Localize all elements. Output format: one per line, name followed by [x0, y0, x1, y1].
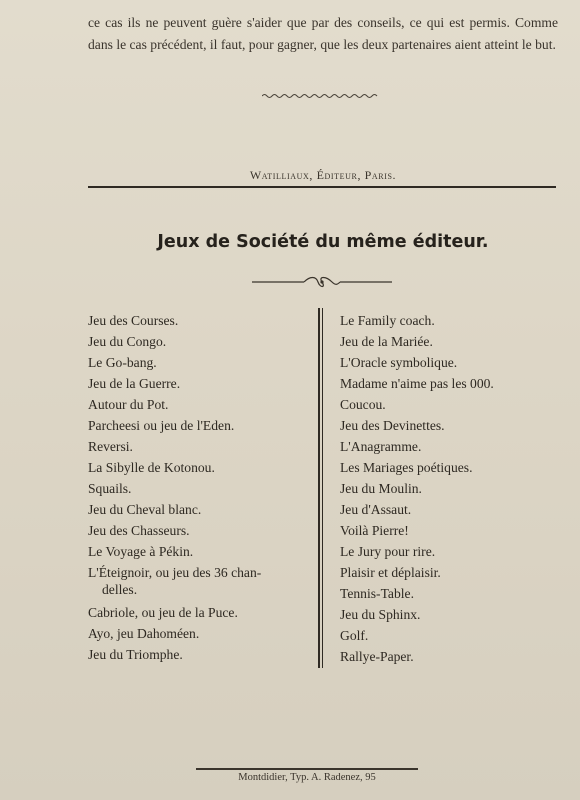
list-item: Coucou.: [340, 397, 386, 412]
ornament-divider: [252, 274, 392, 290]
intro-paragraph: [88, 12, 558, 56]
list-item: Reversi.: [88, 439, 133, 454]
list-item: Golf.: [340, 628, 369, 643]
list-item: L'Anagramme.: [340, 439, 422, 454]
list-item: Le Go-bang.: [88, 355, 157, 370]
list-item: Jeu de la Mariée.: [340, 334, 433, 349]
list-item: Le Voyage à Pékin.: [88, 544, 194, 559]
list-item: Jeu du Triomphe.: [88, 647, 183, 662]
column-divider: [318, 308, 324, 668]
header-rule: [88, 186, 556, 188]
list-item: Squails.: [88, 481, 132, 496]
list-item: Jeu du Moulin.: [340, 481, 422, 496]
right-games-list: [340, 310, 558, 667]
list-item: Jeu des Chasseurs.: [88, 523, 190, 538]
publisher-header: Watilliaux, Éditeur, Paris.: [249, 168, 397, 182]
printer-footer: Montdidier, Typ. A. Radenez, 95: [238, 772, 376, 783]
list-item: Le Family coach.: [340, 313, 435, 328]
list-item: Tennis-Table.: [340, 586, 414, 601]
list-item: Jeu d'Assaut.: [340, 502, 412, 517]
list-item: L'Oracle symbolique.: [340, 355, 458, 370]
list-item: Les Mariages poétiques.: [340, 460, 473, 475]
list-item: La Sibylle de Kotonou.: [88, 460, 215, 475]
list-item: Cabriole, ou jeu de la Puce.: [88, 605, 238, 620]
list-item: Jeu des Devinettes.: [340, 418, 445, 433]
list-item: Madame n'aime pas les 000.: [340, 376, 494, 391]
page-title: Jeux de Société du même éditeur.: [157, 232, 489, 252]
list-item: Rallye-Paper.: [340, 649, 414, 664]
wrapped-line-1: L'Éteignoir, ou jeu des 36 chan-: [88, 565, 262, 580]
list-item: Jeu de la Guerre.: [88, 376, 181, 391]
list-item: Ayo, jeu Dahoméen.: [88, 626, 200, 641]
list-item: Jeu des Courses.: [88, 313, 179, 328]
left-games-list: [88, 310, 316, 665]
wavy-separator: [262, 92, 378, 100]
list-item-wrapped: [88, 562, 316, 602]
list-item: Parcheesi ou jeu de l'Eden.: [88, 418, 235, 433]
list-item: Plaisir et déplaisir.: [340, 565, 441, 580]
footer-rule: [196, 768, 418, 770]
list-item: Jeu du Congo.: [88, 334, 167, 349]
list-item: Le Jury pour rire.: [340, 544, 436, 559]
list-item: Jeu du Sphinx.: [340, 607, 421, 622]
intro-text: ce cas ils ne peuvent guère s'aider que par des conseils, ce qui est permis. Comme dans le cas précédent, il faut, pour gagner, que les deux partenaires aient atteint le but.: [88, 15, 558, 52]
wrapped-line-2: delles.: [102, 582, 138, 597]
list-item: Jeu du Cheval blanc.: [88, 502, 202, 517]
list-item: Voilà Pierre!: [340, 523, 409, 538]
list-item: Autour du Pot.: [88, 397, 169, 412]
